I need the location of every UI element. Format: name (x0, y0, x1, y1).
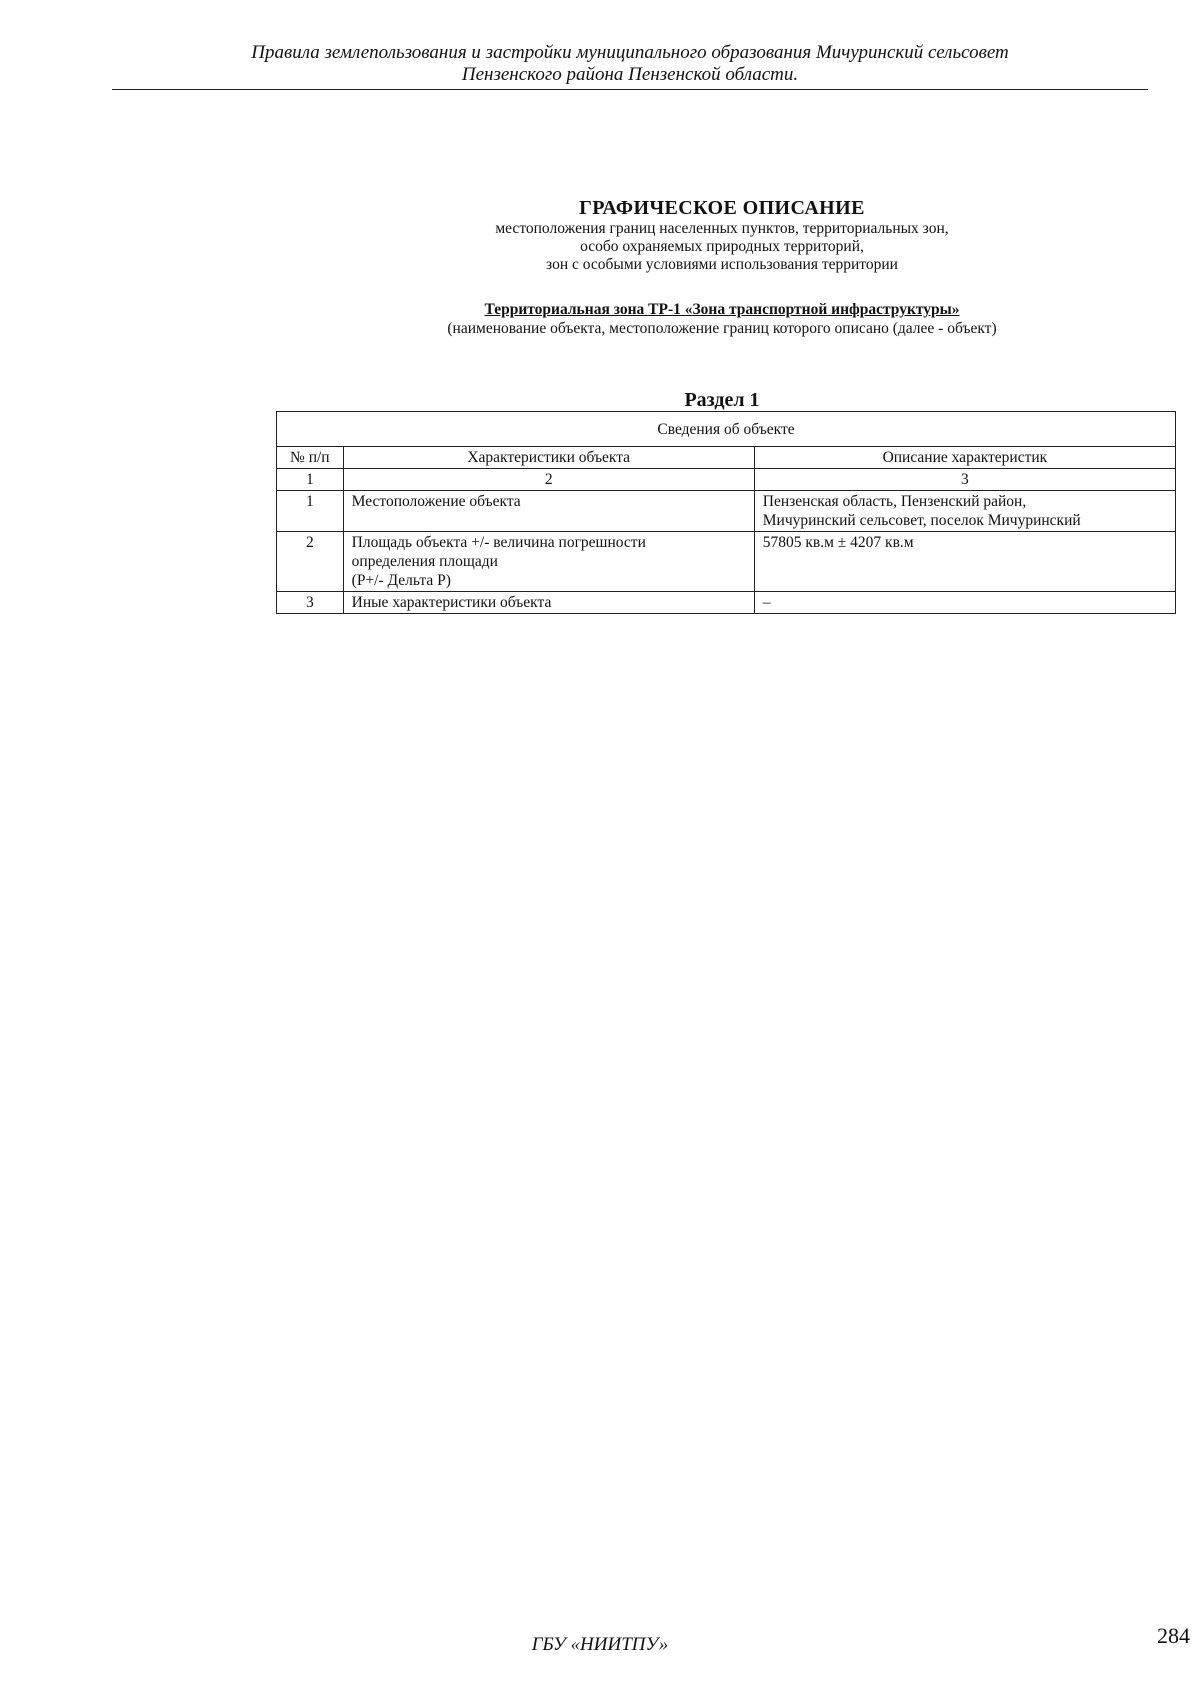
column-number-3: 3 (754, 469, 1175, 491)
row-number: 3 (277, 592, 344, 614)
document-subtitle-line-1: местоположения границ населенных пунктов, территориальных зон, (495, 220, 949, 237)
table-caption: Сведения об объекте (277, 412, 1176, 447)
table-caption-row (277, 412, 1176, 447)
row-characteristic (343, 592, 754, 614)
object-info-table (276, 411, 1176, 614)
row-description (754, 592, 1175, 614)
table-header-row (277, 447, 1176, 469)
header-characteristic: Характеристики объекта (343, 447, 754, 469)
cell-line: Площадь объекта +/- величина погрешности (351, 534, 646, 551)
header-number: № п/п (277, 447, 344, 469)
row-description (754, 532, 1175, 592)
table-row (277, 491, 1176, 532)
object-name: Территориальная зона ТР-1 «Зона транспортной инфраструктуры» (484, 301, 960, 318)
cell-line: Мичуринский сельсовет, поселок Мичуринский (762, 512, 1081, 529)
title-block (392, 196, 1052, 274)
section-title: Раздел 1 (684, 389, 760, 411)
document-subtitle-line-3: зон с особыми условиями использования территории (546, 256, 898, 273)
document-title: ГРАФИЧЕСКОЕ ОПИСАНИЕ (579, 197, 865, 219)
page-number: 284 (1157, 1623, 1190, 1648)
running-header (112, 42, 1148, 86)
cell-line: (P+/- Дельта P) (351, 572, 451, 589)
row-description (754, 491, 1175, 532)
cell-line: – (762, 594, 771, 611)
running-header-line-2: Пензенского района Пензенской области. (461, 64, 799, 85)
header-description: Описание характеристик (754, 447, 1175, 469)
document-subtitle-line-2: особо охраняемых природных территорий, (580, 238, 864, 255)
row-characteristic (343, 532, 754, 592)
object-caption: (наименование объекта, местоположение границ которого описано (далее - объект) (447, 320, 997, 337)
column-number-2: 2 (343, 469, 754, 491)
cell-line: Местоположение объекта (351, 493, 521, 510)
cell-line: Иные характеристики объекта (351, 594, 552, 611)
row-number: 2 (277, 532, 344, 592)
cell-line: Пензенская область, Пензенский район, (762, 493, 1027, 510)
table-column-number-row (277, 469, 1176, 491)
table-row (277, 592, 1176, 614)
row-characteristic (343, 491, 754, 532)
row-number: 1 (277, 491, 344, 532)
running-header-line-1: Правила землепользования и застройки муниципального образования Мичуринский сельсовет (251, 42, 1009, 63)
table-row (277, 532, 1176, 592)
cell-line: определения площади (351, 553, 498, 570)
header-divider (112, 89, 1148, 90)
object-block (392, 300, 1052, 338)
column-number-1: 1 (277, 469, 344, 491)
footer-organization: ГБУ «НИИТПУ» (531, 1634, 669, 1655)
cell-line: 57805 кв.м ± 4207 кв.м (762, 534, 914, 551)
